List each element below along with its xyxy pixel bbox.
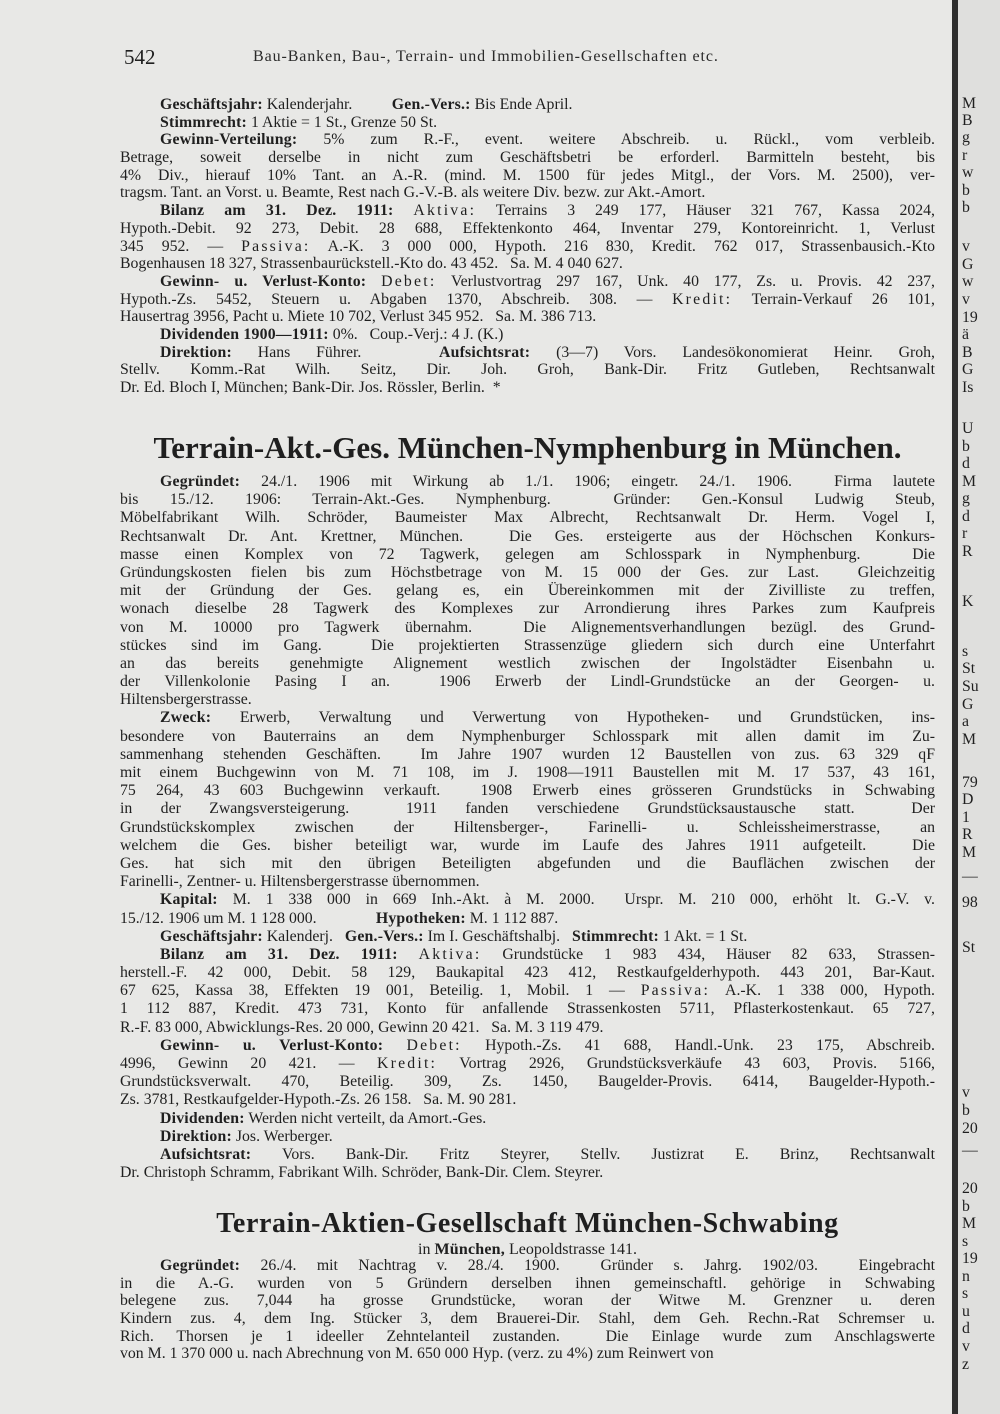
facing-page-fragment: u: [962, 1303, 970, 1320]
text-line: [120, 928, 935, 946]
facing-page-fragment: 79: [962, 774, 978, 791]
facing-page-fragment: ä: [962, 326, 970, 343]
paragraph: [120, 928, 935, 946]
text-run: Kalenderjahr.: [262, 96, 392, 113]
text-run: bis 15./12. 1906: Terrain-Akt.-Ges. Nymphenburg. Gründer: Gen.-Konsul Ludwig Steub,: [120, 491, 935, 509]
bold-label: Direktion:: [160, 343, 232, 361]
text-run: Hans Führer.: [231, 343, 439, 361]
facing-page-fragment: U: [962, 420, 974, 437]
company-heading-nymphenburg: Terrain-Akt.-Ges. München-Nymphenburg in München.: [153, 430, 902, 465]
text-line: [120, 1000, 935, 1018]
facing-page-fragment: Su: [962, 678, 979, 695]
text-line: [120, 184, 935, 202]
text-line: [120, 1019, 935, 1037]
facing-page-fragment: 98: [962, 894, 978, 911]
text-run: 26./4. mit Nachtrag v. 28./4. 1900. Gründer s. Jahrg. 1902/03. Eingebracht: [240, 1257, 935, 1274]
facing-page-fragment: d: [962, 1320, 970, 1337]
text-line: [120, 1275, 935, 1293]
spaced-term: Kredit:: [672, 290, 733, 308]
text-line: [120, 473, 935, 491]
bold-label: Hypotheken:: [375, 909, 466, 927]
bold-label: Stimmrecht:: [160, 113, 248, 131]
text-run: Terrain-Verkauf 26 101,: [732, 290, 935, 308]
facing-page-fragment: Is: [962, 379, 974, 396]
paragraph: [120, 114, 935, 132]
text-run: Zs. 3781, Restkaufgelder-Hypoth.-Zs. 26 158. Sa. M. 90 281.: [120, 1091, 517, 1109]
company-heading-schwabing: Terrain-Aktien-Gesellschaft München-Schwabing: [216, 1208, 839, 1239]
text-run: Bogenhausen 18 327, Strassenbaurückstell.-Kto do. 43 452. Sa. M. 4 040 627.: [120, 255, 623, 273]
facing-page-fragment: 20: [962, 1180, 978, 1197]
text-run: Hiltensbergerstrasse.: [120, 691, 252, 709]
text-line: [120, 655, 935, 673]
text-run: Rich. Thorsen je 1 ideeller Zehntelanteil zustanden. Die Einlage wurde zum Anschlagswerte: [120, 1327, 935, 1345]
facing-page-fragment: B: [962, 112, 973, 129]
text-run: Hypoth.-Zs. 5452, Steuern u. Abgaben 1370, Abschreib. 308. —: [120, 290, 673, 308]
facing-page-fragment: D: [962, 791, 974, 808]
text-line: [120, 746, 935, 764]
text-run: Betrage, soweit derselbe in nicht zum Geschäftsbetri be erforderl. Barmitteln besteht, bis: [120, 149, 935, 167]
text-run: belegene zus. 7,044 ha grosse Grundstücke, woran der Witwe M. Grenzner u. deren: [120, 1292, 935, 1310]
facing-page-fragment: M: [962, 473, 977, 490]
facing-page-fragment: M: [962, 95, 977, 112]
text-line: [120, 509, 935, 527]
text-run: Rechtsanwalt Dr. Ant. Krettner, München. Die Ges. ersteigerte aus der Höchschen Konkurs-: [120, 527, 935, 545]
text-line: [120, 491, 935, 509]
page-number: 542: [124, 45, 156, 69]
paragraph: [120, 891, 935, 927]
text-run: an das bereits genehmigte Alignement westlich zwischen der Ingolstädter Eisenbahn u.: [120, 654, 935, 672]
paragraph: [120, 131, 935, 202]
text-run: 1 Akt. = 1 St.: [659, 927, 748, 945]
facing-page-fragment: s: [962, 1285, 969, 1302]
text-run: in die A.-G. wurden von 5 Gründern derselben ihnen gemeinschaftl. gehörige in Schwabing: [120, 1274, 935, 1292]
text-line: [120, 528, 935, 546]
text-line: [120, 637, 935, 655]
facing-page-fragment: R: [962, 826, 973, 843]
text-run: 24./1. 1906 mit Wirkung ab 1./1. 1906; eingetr. 24./1. 1906. Firma lautete: [240, 473, 935, 490]
bold-label: Bilanz am 31. Dez. 1911:: [160, 202, 394, 220]
text-run: Vors. Bank-Dir. Fritz Steyrer, Stellv. Justizrat E. Brinz, Rechtsanwalt: [251, 1145, 935, 1163]
text-run: von M. 10000 pro Tagwerk übernahm. Die Alignementsverhandlungen bezügl. des Grund-: [120, 618, 935, 636]
bold-label: Gewinn-Verteilung:: [160, 131, 298, 149]
text-run: 75 264, 43 603 Buchgewinn verkauft. 1908 Erwerb eines grösseren Grundstücks in Schwabing: [120, 782, 935, 800]
facing-page-fragment: M: [962, 844, 977, 861]
spaced-term: Aktiva:: [418, 945, 482, 963]
text-run: sammenhang stehenden Geschäften. Im Jahre 1907 wurden 12 Baustellen von zus. 63 329 qF: [120, 745, 935, 763]
facing-page-fragment: z: [962, 1356, 970, 1373]
text-line: [120, 728, 935, 746]
bold-label: Aufsichtsrat:: [160, 1145, 252, 1163]
section-schwabing: [120, 1257, 935, 1363]
text-line: [120, 873, 935, 891]
spaced-term: Kredit:: [377, 1055, 438, 1072]
text-line: [120, 964, 935, 982]
bold-label: München,: [434, 1241, 505, 1258]
text-run: [366, 273, 381, 290]
text-line: [120, 167, 935, 185]
text-line: [120, 600, 935, 618]
bold-label: Aufsichtsrat:: [438, 343, 531, 361]
facing-page-fragment: r: [962, 525, 968, 542]
paragraph: [120, 202, 935, 273]
facing-page-fragment: St: [962, 939, 976, 956]
bold-label: Gen.-Vers.:: [391, 96, 471, 113]
text-line: [120, 782, 935, 800]
bold-label: Geschäftsjahr:: [160, 927, 263, 945]
text-line: [120, 149, 935, 167]
text-run: Werden nicht verteilt, da Amort.-Ges.: [244, 1109, 487, 1127]
text-run: R.-F. 83 000, Abwicklungs-Res. 20 000, Gewinn 20 421. Sa. M. 3 119 479.: [120, 1018, 604, 1036]
facing-page-fragment: s: [962, 643, 969, 660]
bold-label: Bilanz am 31. Dez. 1911:: [160, 945, 398, 963]
bold-label: Gegründet:: [160, 473, 241, 490]
paragraph: [120, 473, 935, 709]
text-run: Kindern zus. 4, dem Ing. Stücker 3, dem Brauerei-Dir. Stahl, dem Geh. Rechn.-Rat Schremser u.: [120, 1310, 935, 1328]
text-run: Grundstückskomplex zwischen der Hiltensberger-, Farinelli- u. Schleissheimerstrasse, an: [120, 818, 935, 836]
bold-label: Zweck:: [160, 709, 212, 727]
text-line: [120, 1110, 935, 1128]
text-run: tragsm. Tant. an Vorst. u. Beamte, Rest nach G.-V.-B. als weitere Div. bezw. zur Akt.-Amort.: [120, 184, 706, 202]
facing-page-fragment: B: [962, 344, 973, 361]
bold-label: Kapital:: [160, 891, 218, 909]
text-run: Jos. Werberger.: [231, 1127, 333, 1145]
facing-page-fragment: g: [962, 129, 970, 146]
text-run: M. 1 112 887.: [465, 909, 559, 927]
text-line: [120, 96, 935, 114]
text-run: Leopoldstrasse 141.: [504, 1241, 637, 1258]
text-run: 1 112 887, Kredit. 473 731, Konto für anfallende Strassenkosten 5711, Pflasterkostenkaut. 65 727,: [120, 1000, 935, 1018]
bold-label: Dividenden:: [160, 1109, 245, 1127]
paragraph: [120, 1110, 935, 1128]
running-title: Bau-Banken, Bau-, Terrain- und Immobilien-Gesellschaften etc.: [253, 48, 719, 65]
text-run: wonach dieselbe 28 Tagwerk des Komplexes zur Arrondierung ihres Parkes zum Kaufpreis: [120, 600, 935, 618]
text-line: [120, 202, 935, 220]
text-line: [120, 1292, 935, 1310]
facing-page-fragment: b: [962, 182, 970, 199]
facing-page-fragment: a: [962, 713, 970, 730]
facing-page-fragment: v: [962, 1084, 970, 1101]
facing-page-fragment: v: [962, 1338, 970, 1355]
paragraph: [120, 946, 935, 1037]
text-run: Erwerb, Verwaltung und Verwertung von Hypotheken- und Grundstücken, ins-: [211, 709, 935, 727]
text-run: 4996, Gewinn 20 421. —: [120, 1055, 377, 1072]
paragraph: [120, 96, 935, 114]
facing-page-fragment: 20: [962, 1120, 978, 1137]
spaced-term: Passiva:: [241, 237, 311, 255]
section-previous-company-continuation: [120, 96, 935, 397]
text-run: Möbelfabrikant Wilh. Schröder, Baumeister Max Albrecht, Rechtsanwalt Dr. Herm. Vogel I,: [120, 509, 935, 527]
text-line: [120, 546, 935, 564]
text-run: Stellv. Komm.-Rat Wilh. Seitz, Dir. Joh. Groh, Bank-Dir. Fritz Gutleben, Rechtsanwalt: [120, 361, 935, 379]
paragraph: [120, 326, 935, 344]
text-run: mit einem Buchgewinn von M. 71 108, im J. 1908—1911 Baustellen mit M. 17 537, 43 161,: [120, 764, 935, 781]
spaced-term: Aktiva:: [413, 202, 477, 220]
text-line: [120, 982, 935, 1000]
text-run: [383, 1037, 406, 1054]
facing-page-fragment: G: [962, 361, 974, 378]
text-run: Bis Ende April.: [470, 96, 573, 113]
text-line: [120, 910, 935, 928]
facing-page-fragment: M: [962, 1215, 977, 1232]
facing-page-fragment: M: [962, 731, 977, 748]
facing-page-fragment: g: [962, 490, 970, 507]
text-line: [120, 1091, 935, 1109]
text-line: [120, 291, 935, 309]
paragraph: [120, 1146, 935, 1182]
text-run: Ges. hat sich mit den übrigen Beteiligten abgefunden und die Bauflächen zwischen der: [120, 854, 935, 872]
text-run: Grundstücke 1 983 434, Häuser 82 633, Strassen-: [481, 945, 935, 963]
text-run: Hypoth.-Debit. 92 273, Debit. 28 688, Effektenkonto 464, Inventar 279, Kontoreinricht. 1, Verlust: [120, 219, 935, 237]
text-line: [120, 946, 935, 964]
text-run: Vortrag 2926, Grundstücksverkäufe 43 603, Provis. 5166,: [437, 1055, 935, 1072]
text-run: [394, 202, 414, 219]
facing-page-fragment: w: [962, 164, 974, 181]
text-run: [398, 946, 419, 963]
facing-page-fragment: b: [962, 438, 970, 455]
facing-page-fragment: r: [962, 147, 968, 164]
facing-page-fragment: d: [962, 455, 970, 472]
text-run: besondere von Bauterrains an dem Nymphenburger Schlosspark mit allen damit im Zu-: [120, 727, 935, 745]
text-line: [120, 361, 935, 379]
text-line: [120, 764, 935, 782]
text-run: Im I. Geschäftshalbj.: [423, 927, 572, 945]
text-run: 0%. Coup.-Verj.: 4 J. (K.): [328, 325, 504, 343]
text-line: [120, 1328, 935, 1346]
facing-page-fragment: b: [962, 199, 970, 216]
text-line: [120, 673, 935, 691]
facing-page-fragment: v: [962, 238, 970, 255]
facing-page-fragment: w: [962, 273, 974, 290]
spaced-term: Debet:: [406, 1036, 462, 1054]
spaced-term: Debet:: [381, 272, 437, 290]
text-line: [120, 564, 935, 582]
facing-page-fragment: b: [962, 1102, 970, 1119]
paragraph: [120, 1128, 935, 1146]
facing-page-fragment: v: [962, 291, 970, 308]
text-run: masse einen Komplex von 72 Tagwerk, gelegen am Schlosspark in Nymphenburg. Die: [120, 545, 935, 563]
text-line: [120, 255, 935, 273]
spaced-term: Passiva:: [640, 982, 711, 1000]
bold-label: Gen.-Vers.:: [344, 927, 424, 945]
text-line: [120, 1073, 935, 1091]
text-line: [120, 344, 935, 362]
text-line: [120, 619, 935, 637]
bold-label: Direktion:: [160, 1127, 232, 1145]
facing-page-fragment: 19: [962, 309, 978, 326]
paragraph: [120, 273, 935, 326]
facing-page-fragment: n: [962, 1268, 970, 1285]
text-line: [120, 379, 935, 397]
facing-page-fragment: d: [962, 508, 970, 525]
facing-page-fragment: 1: [962, 809, 970, 826]
facing-page-fragment: —: [962, 868, 978, 885]
text-line: [120, 891, 935, 909]
text-run: Terrains 3 249 177, Häuser 321 767, Kassa 2024,: [476, 202, 935, 220]
text-line: [120, 855, 935, 873]
text-line: [120, 819, 935, 837]
bold-label: Gewinn- u. Verlust-Konto:: [160, 272, 367, 290]
text-line: [120, 691, 935, 709]
text-run: stückes sind im Gang. Die projektierten Strassenzüge gliedern sich durch eine Unterfahrt: [120, 636, 935, 654]
text-line: [120, 114, 935, 132]
paragraph: [120, 1257, 935, 1363]
text-run: von M. 1 370 000 u. nach Abrechnung von M. 650 000 Hyp. (verz. zu 4%) zum Reinwert von: [120, 1345, 714, 1363]
facing-page-fragment: s: [962, 1233, 969, 1250]
facing-page-fragment: St: [962, 660, 976, 677]
text-line: [120, 582, 935, 600]
text-run: 15./12. 1906 um M. 1 128 000.: [120, 909, 376, 927]
text-run: Hausertrag 3956, Pacht u. Miete 10 702, Verlust 345 952. Sa. M. 386 713.: [120, 308, 597, 326]
text-line: [120, 273, 935, 291]
text-run: Kalenderj.: [262, 927, 345, 945]
text-line: [120, 308, 935, 326]
text-run: A.-K. 1 338 000, Hypoth.: [710, 982, 935, 1000]
text-line: [120, 1310, 935, 1328]
text-run: 5% zum R.-F., event. weitere Abschreib. u. Rückl., vom verbleib.: [297, 131, 935, 149]
text-line: [120, 1037, 935, 1055]
text-run: Farinelli-, Zentner- u. Hiltensbergerstrasse übernommen.: [120, 873, 480, 891]
text-run: M. 1 338 000 in 669 Inh.-Akt. à M. 2000. Urspr. M. 210 000, erhöht lt. G.-V. v.: [217, 891, 935, 909]
text-run: welchem die Ges. bisher beteiligt war, wurde im Laufe des Jahres 1911 aufgeteilt. Die: [120, 836, 935, 854]
bold-label: Dividenden 1900—1911:: [160, 325, 329, 343]
text-line: [120, 220, 935, 238]
facing-page-fragment: b: [962, 1198, 970, 1215]
text-line: [120, 1257, 935, 1275]
text-line: [120, 1164, 935, 1182]
bold-label: Stimmrecht:: [571, 927, 659, 945]
facing-page-fragment: K: [962, 593, 974, 610]
bold-label: Gewinn- u. Verlust-Konto:: [160, 1036, 384, 1054]
text-line: [120, 1345, 935, 1363]
facing-page-fragment: G: [962, 696, 974, 713]
text-run: A.-K. 3 000 000, Hypoth. 216 830, Kredit. 762 017, Strassenbausich.-Kto: [310, 237, 936, 255]
text-run: 67 625, Kassa 38, Effekten 19 001, Beteilig. 1, Mobil. 1 —: [120, 982, 641, 1000]
text-run: in: [418, 1241, 435, 1258]
paragraph: [120, 344, 935, 397]
text-run: 4% Div., hierauf 10% Tant. an A.-R. (mind. M. 1500 für jedes Mitgl., der Vors. M. 2500), ver-: [120, 166, 935, 184]
text-run: (3—7) Vors. Landesökonomierat Heinr. Groh,: [530, 343, 935, 361]
bold-label: Gegründet:: [160, 1257, 241, 1274]
text-run: Grundstücksverwalt. 470, Beteilig. 309, Zs. 1450, Baugelder-Provis. 6414, Baugelder-Hypoth.-: [120, 1073, 935, 1091]
text-line: [120, 709, 935, 727]
text-line: [120, 238, 935, 256]
text-line: [120, 326, 935, 344]
facing-page-fragment: —: [962, 1142, 978, 1159]
text-run: der Villenkolonie Pasing I an. 1906 Erwerb der Lindl-Grundstücke an der Georgen- u.: [120, 673, 935, 691]
text-line: [120, 131, 935, 149]
text-run: mit der Gründung der Ges. gelang es, ein Übereinkommen mit der Zivilliste zu treffen,: [120, 582, 935, 600]
facing-page-fragment: R: [962, 543, 973, 560]
text-run: Dr. Ed. Bloch I, München; Bank-Dir. Jos. Rössler, Berlin. *: [120, 379, 501, 396]
facing-page-fragment: 19: [962, 1250, 978, 1267]
text-line: [120, 1146, 935, 1164]
bold-label: Geschäftsjahr:: [160, 96, 263, 113]
text-run: in der Zwangsversteigerung. 1911 fanden verschiedene Grundstücksaustausche statt. Der: [120, 800, 935, 818]
page-gutter-shadow: [952, 0, 958, 1414]
paragraph: [120, 709, 935, 891]
text-run: Verlustvortrag 297 167, Unk. 40 177, Zs. u. Provis. 42 237,: [436, 272, 935, 290]
text-line: [120, 1055, 935, 1073]
facing-page-fragment: G: [962, 256, 974, 273]
text-run: Hypoth.-Zs. 41 688, Handl.-Unk. 23 175, Abschreib.: [461, 1036, 935, 1054]
text-line: [120, 800, 935, 818]
section-nymphenburg: [120, 473, 935, 1182]
text-run: Gründungskosten fielen bis zum Höchstbetrage von M. 15 000 der Ges. zur Last. Gleichzeitig: [120, 563, 935, 581]
text-run: 1 Aktie = 1 St., Grenze 50 St.: [247, 113, 438, 131]
paragraph: [120, 1037, 935, 1110]
text-line: [120, 1128, 935, 1146]
text-run: Dr. Christoph Schramm, Fabrikant Wilh. Schröder, Bank-Dir. Clem. Steyrer.: [120, 1164, 604, 1182]
text-run: herstell.-F. 42 000, Debit. 58 129, Baukapital 423 412, Restkaufgelderhypoth. 443 201, Bar-Kaut.: [120, 964, 935, 982]
text-line: [120, 837, 935, 855]
text-run: 345 952. —: [120, 237, 242, 255]
